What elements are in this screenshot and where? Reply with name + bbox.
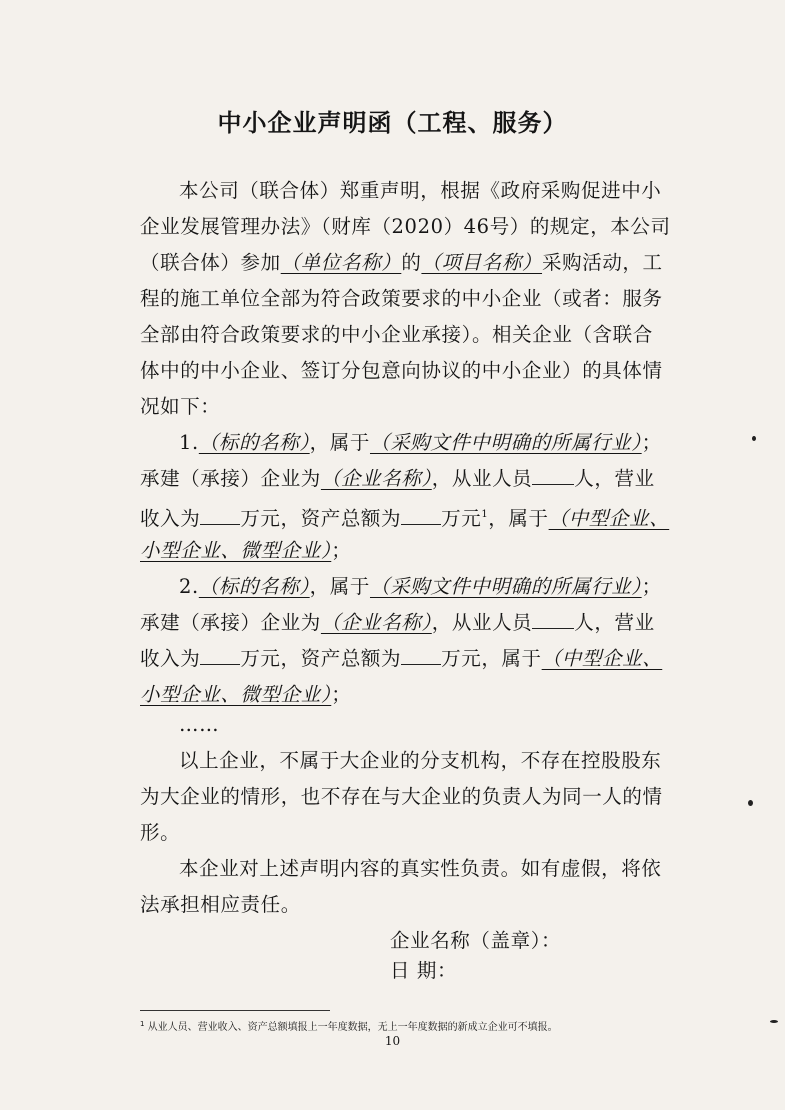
p2-line-2: 为大企业的情形，也不存在与大企业的负责人为同一人的情: [140, 785, 663, 808]
unit-name-placeholder: （单位名称）: [280, 251, 402, 274]
p1-text: （联合体）参加: [140, 251, 281, 274]
item-text: ，属于: [309, 431, 370, 454]
item-text: 万元，属于: [441, 647, 542, 670]
p3-line-1: 本企业对上述声明内容的真实性负责。如有虚假，将依: [179, 857, 662, 880]
enterprise-size-placeholder: 小型企业、微型企业）: [140, 683, 332, 706]
industry-placeholder: （采购文件中明确的所属行业）: [369, 431, 642, 454]
employees-blank: [532, 466, 574, 485]
p1-line-6: 体中的中小企业、签订分包意向协议的中小企业）的具体情: [140, 359, 663, 382]
p1-line-5: 全部由符合政策要求的中小企业承接）。相关企业（含联合: [140, 323, 653, 346]
ellipsis: ……: [179, 713, 220, 736]
employees-blank: [532, 610, 574, 629]
footnote: [140, 1018, 558, 1033]
item-text: 收入为: [140, 647, 201, 670]
item-text: ，属于: [488, 507, 549, 530]
enterprise-size-placeholder: 小型企业、微型企业）: [140, 539, 332, 562]
scan-speck: [748, 800, 753, 806]
footnote-ref: 1: [481, 509, 489, 520]
item-text: 人，营业: [574, 467, 655, 490]
page-title: 中小企业声明函（工程、服务）: [217, 109, 568, 137]
enterprise-size-placeholder: （中型企业、: [541, 647, 663, 670]
p1-line-3: [140, 246, 670, 280]
item-text: 承建（承接）企业为: [140, 611, 321, 634]
item-text: 承建（承接）企业为: [140, 467, 321, 490]
item2-line-1: [140, 570, 709, 604]
p1-text: 采购活动，工: [542, 251, 663, 274]
item2-line-2: [140, 606, 670, 640]
p2-line-1: 以上企业，不属于大企业的分支机构，不存在控股股东: [179, 749, 662, 772]
item-text: ，从业人员: [431, 467, 533, 490]
item-number: 2.: [179, 575, 199, 598]
company-seal-label: 企业名称（盖章）：: [390, 929, 562, 952]
item-text: ，属于: [309, 575, 370, 598]
p1-line-7: 况如下：: [140, 395, 221, 418]
item-text: ；: [641, 575, 662, 598]
item-text: 万元，资产总额为: [240, 647, 402, 670]
revenue-blank: [200, 506, 240, 525]
p1-line-1: 本公司（联合体）郑重声明，根据《政府采购促进中小: [179, 179, 662, 202]
item-text: 人，营业: [574, 611, 655, 634]
item-text: ，从业人员: [431, 611, 533, 634]
assets-blank: [401, 506, 441, 525]
item-text: 万元: [441, 507, 482, 530]
enterprise-size-placeholder: （中型企业、: [548, 507, 670, 530]
bid-name-placeholder: （标的名称）: [198, 431, 310, 454]
item-text: ；: [641, 431, 662, 454]
footnote-text: 从业人员、营业收入、资产总额填报上一年度数据，无上一年度数据的新成立企业可不填报。: [147, 1022, 558, 1033]
page-number: 10: [384, 1034, 401, 1048]
item-number: 1.: [179, 431, 199, 454]
item-text: ；: [331, 539, 352, 562]
item2-line-3: [140, 642, 670, 676]
p1-line-2: 企业发展管理办法》（财库（2020）46号）的规定，本公司: [140, 215, 671, 238]
bid-name-placeholder: （标的名称）: [198, 575, 310, 598]
item1-line-1: [140, 426, 709, 460]
project-name-placeholder: （项目名称）: [421, 251, 543, 274]
p2-line-3: 形。: [140, 821, 181, 844]
item-text: ；: [331, 683, 352, 706]
item-text: 万元，资产总额为: [240, 507, 402, 530]
date-label: 日 期：: [390, 959, 458, 982]
industry-placeholder: （采购文件中明确的所属行业）: [369, 575, 642, 598]
footnote-mark: 1: [140, 1020, 145, 1028]
company-name-placeholder: （企业名称）: [320, 611, 432, 634]
item1-line-3: [140, 498, 670, 532]
company-name-placeholder: （企业名称）: [320, 467, 432, 490]
item1-line-2: [140, 462, 670, 496]
revenue-blank: [200, 646, 240, 665]
assets-blank: [401, 646, 441, 665]
item2-line-4: [140, 678, 670, 712]
p1-text: 的: [401, 251, 422, 274]
footnote-rule: [140, 1010, 330, 1011]
scan-speck: [752, 436, 756, 441]
item1-line-4: [140, 534, 670, 568]
scan-speck: [770, 1020, 778, 1023]
item-text: 收入为: [140, 507, 201, 530]
p3-line-2: 法承担相应责任。: [140, 893, 301, 916]
p1-line-4: 程的施工单位全部为符合政策要求的中小企业（或者：服务: [140, 287, 663, 310]
